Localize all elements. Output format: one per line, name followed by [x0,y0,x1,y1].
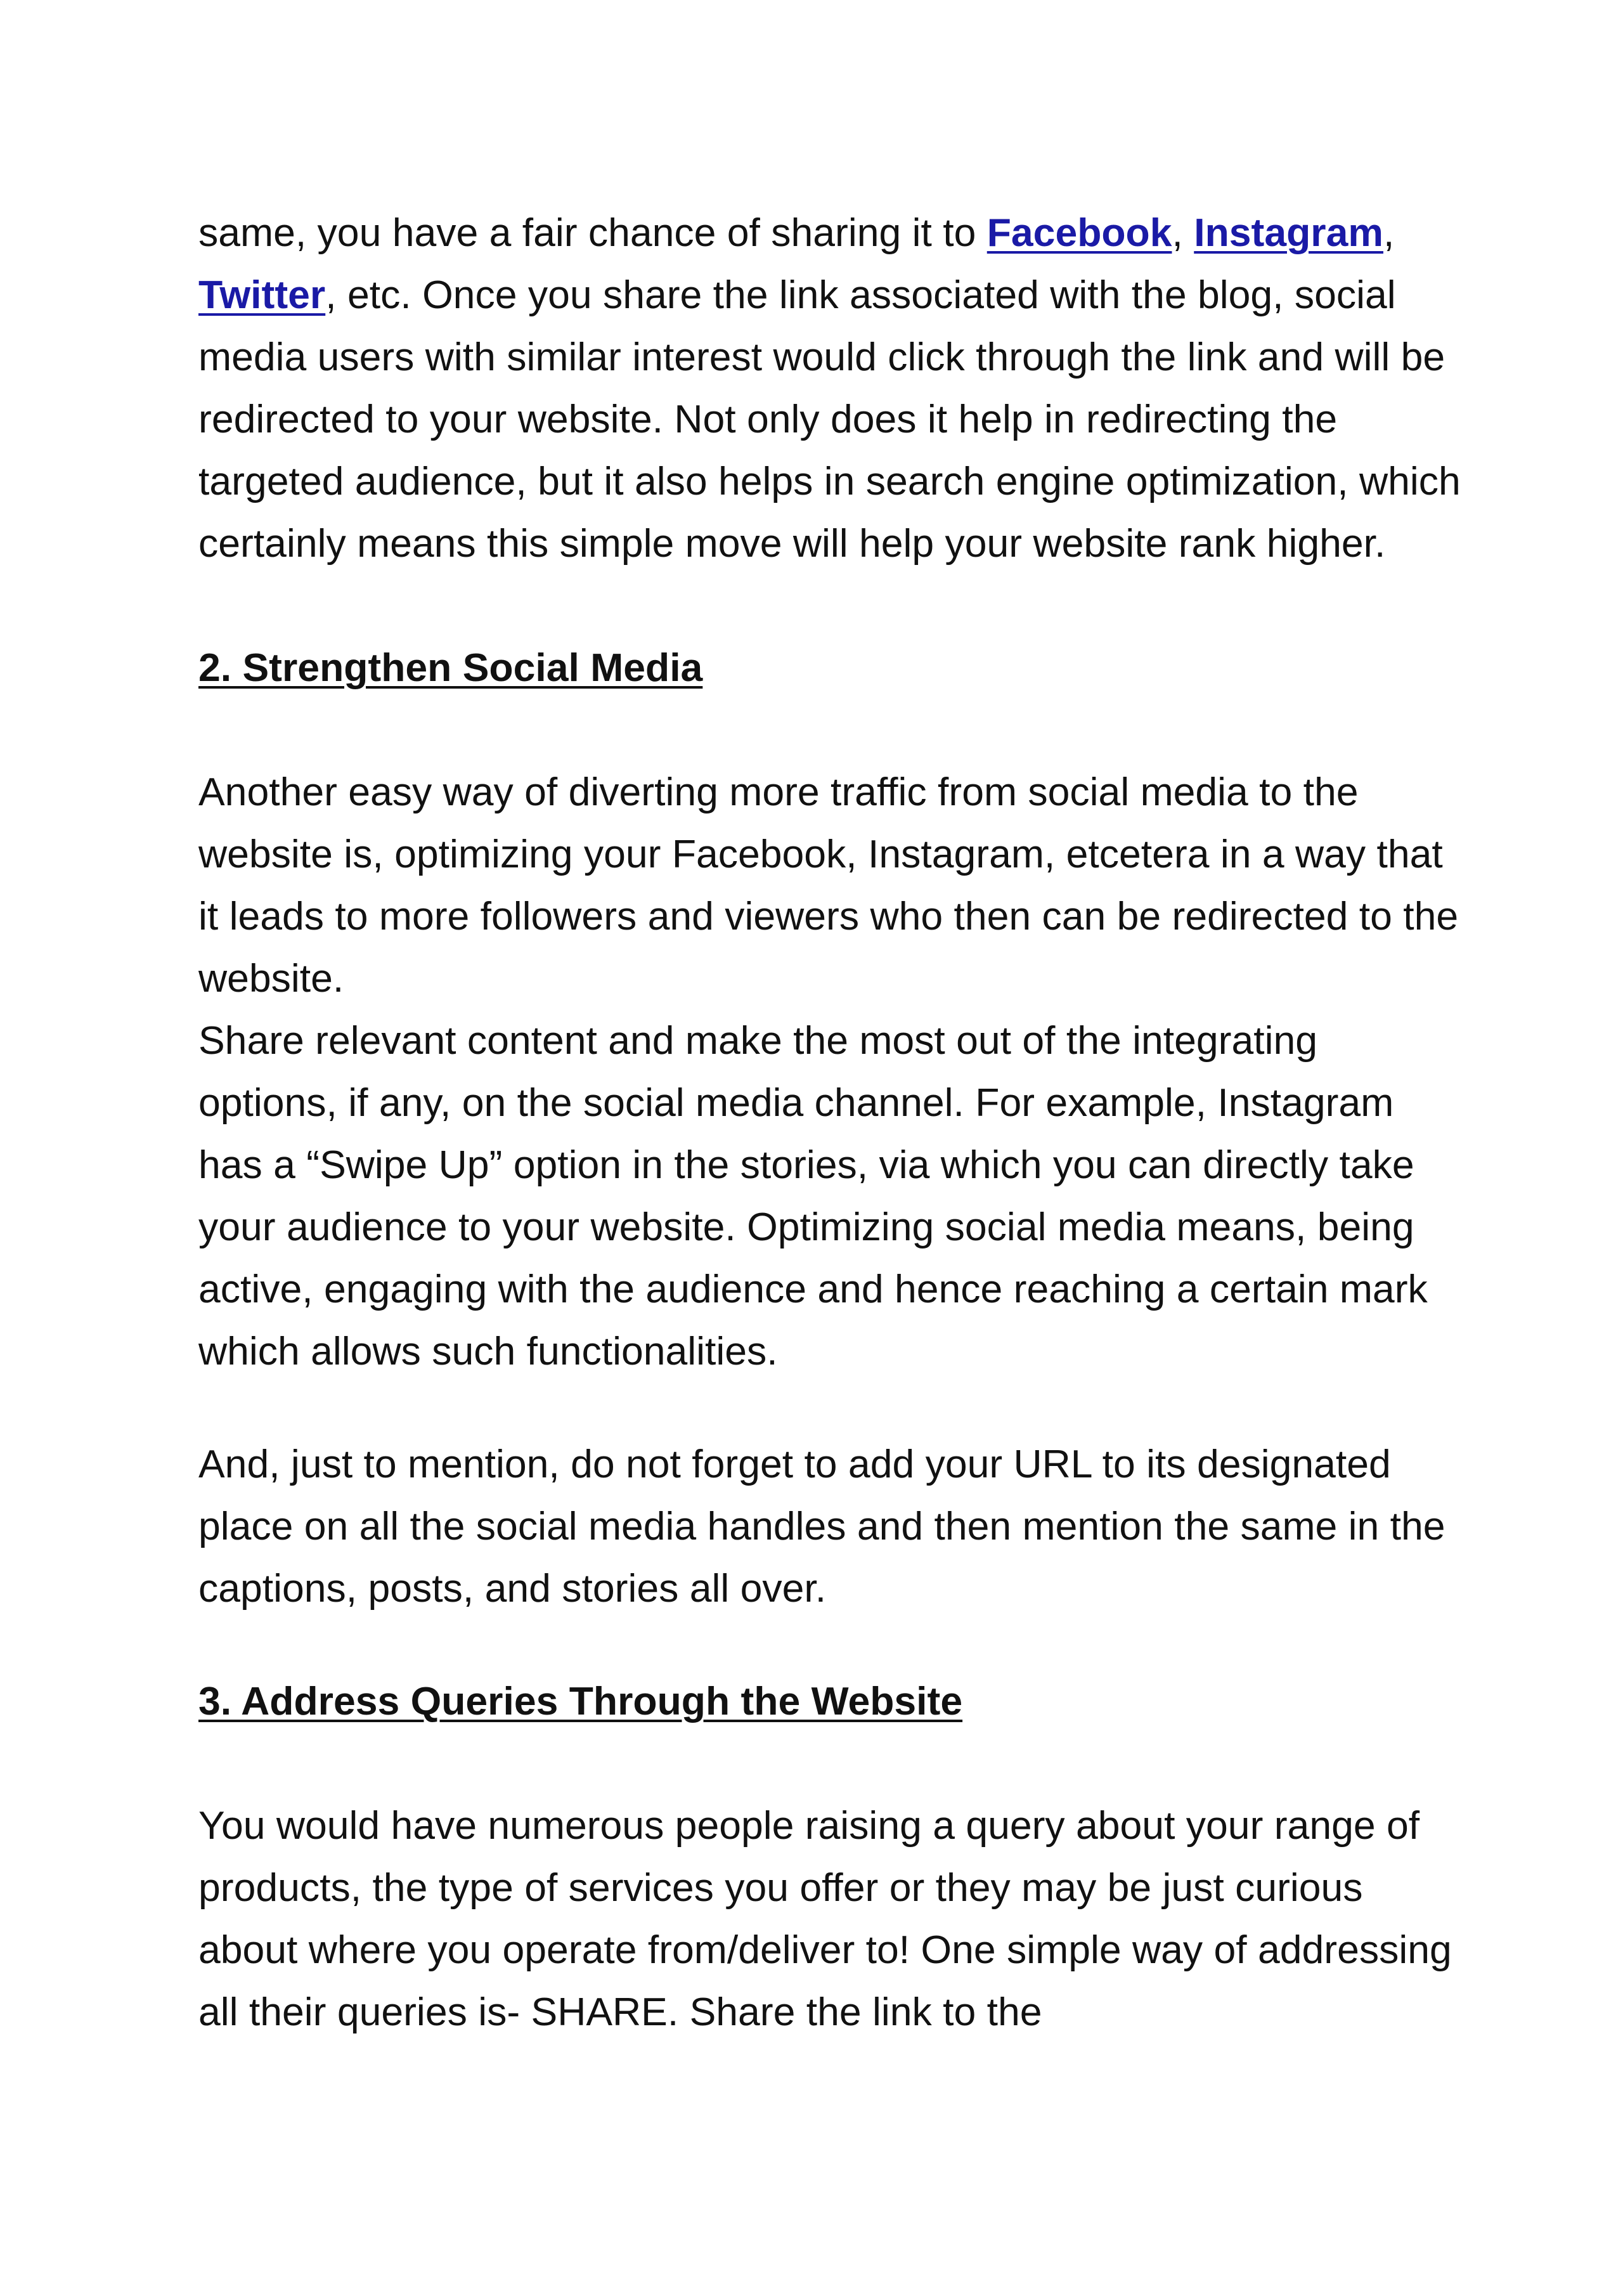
heading-strengthen-social-media: 2. Strengthen Social Media [198,645,703,690]
heading-address-queries: 3. Address Queries Through the Website [198,1679,963,1723]
paragraph-2b: Share relevant content and make the most out of the integrating options, if any, on the social media channel. For example, Instagram has a “Swipe Up” option in the stories, via which you can directly take your audience to your website. Optimizing social media means, being active, engaging with the audience and hence reaching a certain mark which allows such functionalities. [198,1018,1428,1373]
paragraph-3a: You would have numerous people raising a query about your range of products, the type of services you offer or they may be just curious about where you operate from/deliver to! One simple way of addressing all their queries is- SHARE. Share the link to the [198,1803,1452,2034]
intro-text-4: , etc. Once you share the link associated with the blog, social media users with similar interest would click through the link and will be redirected to your website. Not only does it help in redirecting the targeted audience, but it also helps in search engine optimization, which certainly means this simple move will help your website rank higher. [198,273,1461,566]
document-body [198,202,1466,2043]
twitter-link[interactable]: Twitter [198,273,326,317]
intro-text-2: , [1172,211,1194,255]
paragraph-intro [198,202,1466,574]
instagram-link[interactable]: Instagram [1194,211,1383,255]
facebook-link[interactable]: Facebook [986,211,1172,255]
paragraph-2c: And, just to mention, do not forget to add your URL to its designated place on all the social media handles and then mention the same in the captions, posts, and stories all over. [198,1442,1445,1611]
intro-text-1: same, you have a fair chance of sharing it to [198,211,987,255]
paragraph-2a: Another easy way of diverting more traffic from social media to the website is, optimizing your Facebook, Instagram, etcetera in a way that it leads to more followers and viewers who then can be redirected to the website. [198,770,1459,1001]
intro-text-3: , [1383,211,1395,255]
